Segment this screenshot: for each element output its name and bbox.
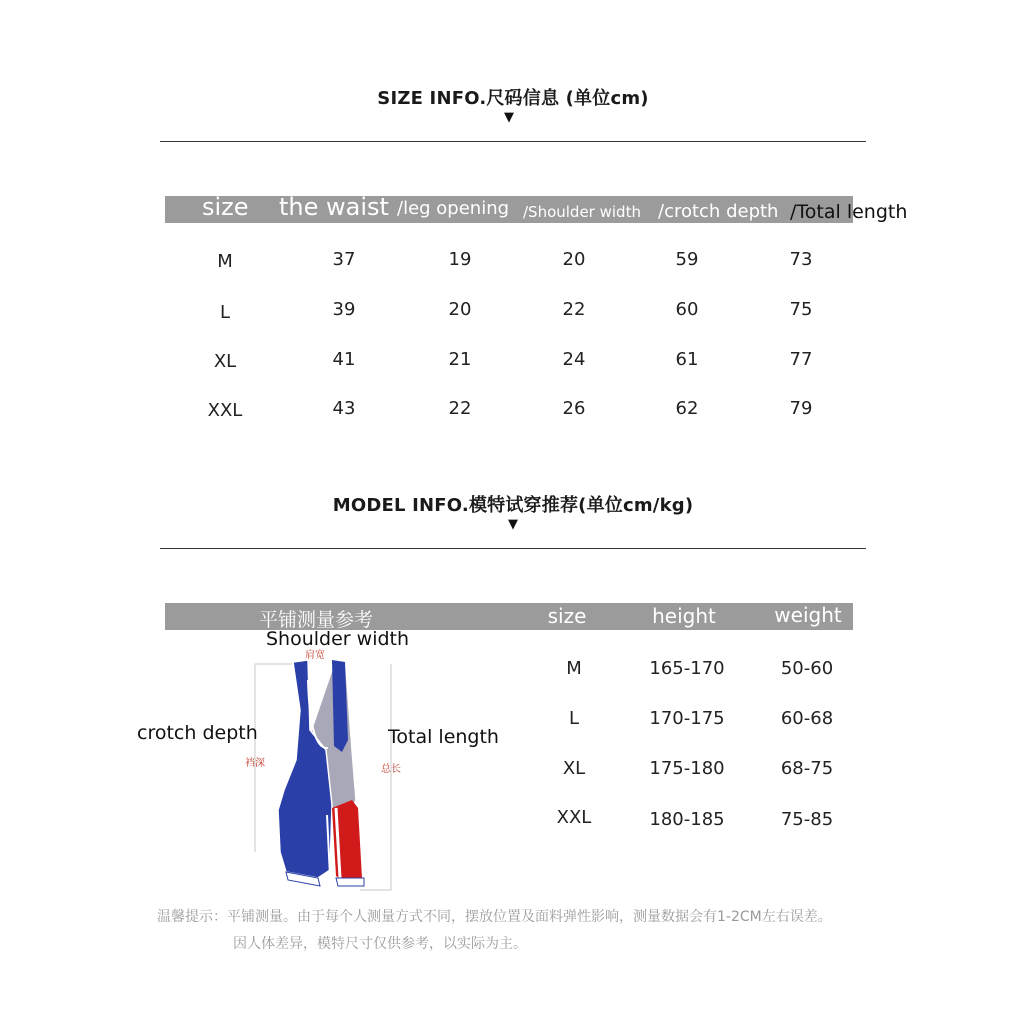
leg-opening-cell: 19 xyxy=(448,249,472,270)
shoulder-width-cell: 24 xyxy=(562,349,586,370)
height-cell: 165-170 xyxy=(649,658,725,679)
leg-opening-cell: 21 xyxy=(448,349,472,370)
total-length-cell: 75 xyxy=(789,299,813,320)
total-length-label: Total length xyxy=(388,726,499,748)
shoulder-width-cell: 20 xyxy=(562,249,586,270)
header-height: height xyxy=(652,604,716,628)
model-size-cell: L xyxy=(568,708,580,729)
model-size-cell: XXL xyxy=(556,807,592,828)
size-info-arrow-icon: ▼ xyxy=(504,110,514,125)
crotch-depth-cell: 59 xyxy=(675,249,699,270)
header-shoulder-width: /Shoulder width xyxy=(523,203,641,221)
header-weight: weight xyxy=(774,603,842,627)
flat-measurement-label: 平铺测量参考 xyxy=(259,609,374,631)
header-total-length: /Total length xyxy=(790,201,908,223)
shoulder-width-label: Shoulder width xyxy=(266,628,410,650)
weight-cell: 75-85 xyxy=(780,809,834,830)
measurement-note: 温馨提示：平铺测量。由于每个人测量方式不同，摆放位置及面料弹性影响，测量数据会有1-2CM左右误差。 xyxy=(157,909,832,925)
weight-cell: 60-68 xyxy=(780,708,834,729)
waist-cell: 41 xyxy=(332,349,356,370)
shoulder-width-cn-label: 肩宽 xyxy=(305,650,325,661)
size-cell: L xyxy=(219,302,231,323)
size-cell: XL xyxy=(213,351,237,372)
model-size-cell: XL xyxy=(562,758,586,779)
header-leg-opening: /leg opening xyxy=(397,198,510,219)
shoulder-width-cell: 22 xyxy=(562,299,586,320)
shoulder-width-cell: 26 xyxy=(562,398,586,419)
total-length-cell: 73 xyxy=(789,249,813,270)
leg-opening-cell: 20 xyxy=(448,299,472,320)
header-model-size: size xyxy=(547,604,587,628)
size-cell: M xyxy=(217,251,233,272)
leg-opening-cell: 22 xyxy=(448,398,472,419)
crotch-depth-cell: 60 xyxy=(675,299,699,320)
crotch-depth-cell: 62 xyxy=(675,398,699,419)
weight-cell: 68-75 xyxy=(780,758,834,779)
crotch-depth-cell: 61 xyxy=(675,349,699,370)
size-info-title: SIZE INFO.尺码信息 (单位cm) xyxy=(377,88,649,109)
header-waist: the waist xyxy=(279,193,389,221)
total-length-cell: 79 xyxy=(789,398,813,419)
waist-cell: 37 xyxy=(332,249,356,270)
waist-cell: 39 xyxy=(332,299,356,320)
height-cell: 170-175 xyxy=(649,708,725,729)
model-info-title: MODEL INFO.模特试穿推荐(单位cm/kg) xyxy=(332,495,694,516)
model-size-cell: M xyxy=(566,658,582,679)
crotch-depth-cn-label: 裆深 xyxy=(245,758,265,769)
size-cell: XXL xyxy=(207,400,243,421)
header-size: size xyxy=(202,193,249,221)
header-crotch-depth: /crotch depth xyxy=(658,201,779,222)
total-length-cn-label: 总长 xyxy=(381,764,401,775)
waist-cell: 43 xyxy=(332,398,356,419)
height-cell: 180-185 xyxy=(649,809,725,830)
model-info-arrow-icon: ▼ xyxy=(508,517,518,532)
total-length-cell: 77 xyxy=(789,349,813,370)
weight-cell: 50-60 xyxy=(780,658,834,679)
height-cell: 175-180 xyxy=(649,758,725,779)
crotch-depth-label: crotch depth xyxy=(137,722,258,744)
model-info-divider xyxy=(160,548,866,549)
measurement-note-secondary: 因人体差异，模特尺寸仅供参考，以实际为主。 xyxy=(233,936,527,952)
size-info-divider xyxy=(160,141,866,142)
